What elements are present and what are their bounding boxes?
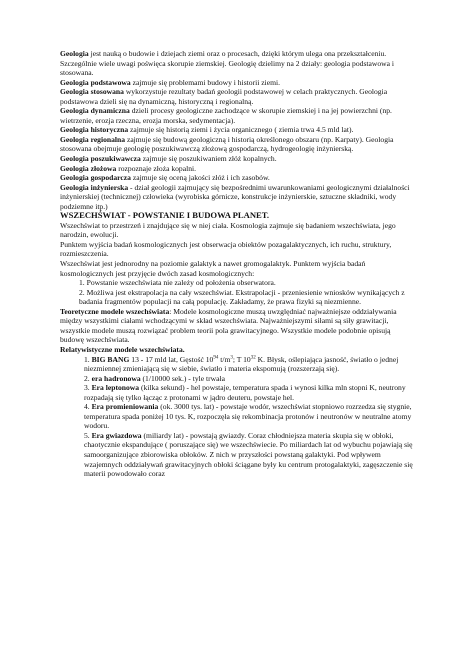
term-era-leptonowa: Era leptonowa <box>91 383 140 393</box>
paragraph-stosowana <box>60 87 414 106</box>
paragraph-wszechswiat-1: Wszechświat to przestrzeń i znajdujące się w niej ciała. Kosmologia zajmuje się badaniem wszechświata, jego narodzin, ewolucji. <box>60 220 396 240</box>
term-inzynierska: Geologia inżynierska <box>60 182 129 192</box>
text-historyczna: zajmuje się historią ziemi i życia organicznego ( ziemia trwa 4.5 mld lat). <box>128 125 354 135</box>
list-number: 4. <box>84 402 90 412</box>
text-dynamiczna: dzieli procesy geologiczne zachodzące w skorupie ziemskiej i na jej powierzchni (np. wietrzenie, erozja rzeczna, erozja morska, sedymentacja). <box>60 106 392 125</box>
list-number: 1. <box>84 354 90 364</box>
paragraph-wszechswiat-3: Wszechświat jest jednorodny na poziomie galaktyk a nawet gromogalaktyk. Punktem wyjścia badań kosmologicznych jest przyjęcie dwóch zasad kosmologicznych: <box>60 259 366 278</box>
text-gospodarcza: zajmuje się oceną jakości złóż i ich zasobów. <box>130 173 270 183</box>
text-stosowana: wykorzystuje rezultaty badań geologii podstawowej w celach praktycznych. Geologia podstawowa dzieli się na dynamiczną, historyczną i regionalną. <box>60 87 388 106</box>
text-etap-1b: t/m <box>218 354 231 364</box>
paragraph-historyczna <box>60 125 414 135</box>
list-item-etap-5 <box>60 431 414 479</box>
term-era-gwiazdowa: Era gwiazdowa <box>91 430 142 440</box>
superscript-3: 3 <box>230 354 233 360</box>
term-teoretyczne: Teoretyczne modele wszechświata <box>60 306 170 316</box>
list-item-zasada-2 <box>60 288 414 307</box>
list-item-zasada-1 <box>60 278 414 288</box>
text-inzynierska: - dział geologii zajmujący się bezpośrednimi uwarunkowaniami geologicznymi działalności inżynierskiej (technicznej) człowieka (wyrobiska górnicze, konstrukcje inżynierskie, sztuczne składniki, wody podziemne itp.) <box>60 182 410 211</box>
text-intro: jest nauką o budowie i dziejach ziemi oraz o procesach, dzięki którym ulega ona przekształceniu. Szczególnie wiele uwagi poświęca skorupie ziemskiej. Geologię dzielimy na 2 działy: geologia podstawowa i stosowana. <box>60 49 395 78</box>
term-zlozowa: Geologia złożowa <box>60 163 117 173</box>
term-poszukiwawcza: Geologia poszukiwawcza <box>60 154 141 164</box>
paragraph-wszechswiat-2: Punktem wyjścia badań kosmologicznych jest obserwacja obiektów pozagalaktycznych, ich ruchu, struktury, rozmieszczenia. <box>60 239 392 259</box>
term-dynamiczna: Geologia dynamiczna <box>60 106 130 116</box>
paragraph-gospodarcza <box>60 173 414 183</box>
list-number: 2. <box>79 287 85 297</box>
term-era-hadronowa: era hadronowa <box>91 373 141 383</box>
text-etap-4: (ok. 3000 tys. lat) - powstaje wodór, wszechświat stopniowo rozrzedza się stygnie, temperatura spada poniżej 10 tys. K, rozpoczęła się rekombinacja protonów i neutronów w neutralne atomy wodoru. <box>84 402 412 431</box>
paragraph-inzynierska <box>60 183 414 212</box>
paragraph-zlozowa <box>60 164 414 174</box>
text-regionalna: zajmuje się budową geologiczną i historią określonego obszaru (np. Karpaty). Geologia stosowana obejmuje geologię poszukiwawczą złożową gospodarczą, hydrogeologię inżynierską. <box>60 134 394 154</box>
text-podstawowa: zajmuje się problemami budowy i historii ziemi. <box>130 77 280 87</box>
list-item-etap-4 <box>60 402 414 431</box>
text-poszukiwawcza: zajmuje się poszukiwaniem złóż kopalnych. <box>140 154 277 164</box>
superscript-32: 32 <box>250 354 256 360</box>
term-stosowana: Geologia stosowana <box>60 87 124 97</box>
paragraph-regionalna <box>60 135 414 154</box>
list-number: 3. <box>84 383 90 393</box>
paragraph-intro <box>60 49 414 78</box>
list-number: 1. <box>79 278 85 288</box>
paragraph-teoretyczne <box>60 307 414 345</box>
heading-relatywistyczne: Relatywistyczne modele wszechświata. <box>60 344 185 354</box>
paragraph-dynamiczna <box>60 106 414 125</box>
paragraph-poszukiwawcza <box>60 154 414 164</box>
text-etap-5: (miliardy lat) - powstają gwiazdy. Coraz chłodniejsza materia skupia się w obłoki, chaotycznie ekspandujące ( poruszające się) we wszechświecie. Po miliardach lat od wybuchu pojawiają się samoorganizujące zbiorowiska obłoków. Z nich w przyszłości powstaną galaktyki. Pod wpływem wzajemnych oddziaływań grawitacyjnych obłoki ściągane były ku centrum protogalaktyki, zagęszczenie się materii powodowało coraz <box>84 430 413 479</box>
list-number: 5. <box>84 430 90 440</box>
text-zlozowa: rozpoznaje złoża kopalni. <box>116 163 197 173</box>
list-item-etap-3 <box>60 383 414 402</box>
superscript-94: 94 <box>213 354 219 360</box>
text-etap-1a: 13 - 17 mld lat, Gęstość 10 <box>129 354 214 364</box>
paragraph-podstawowa <box>60 78 414 88</box>
term-era-promieniowania: Era promieniowania <box>91 402 159 412</box>
term-big-bang: BIG BANG <box>91 354 130 364</box>
term-regionalna: Geologia regionalna <box>60 134 126 144</box>
text-teoretyczne: : Modele kosmologiczne muszą uwzględniać najważniejsze oddziaływania między wszystkimi ciałami wchodzącymi w skład wszechświata. Najważniejszymi siłami są siły grawitacji, wszystkie modele muszą rozwiązać problem teorii pola grawitacyjnego. Wszystkie modele podobnie opisują budowę wszechświata. <box>60 306 397 345</box>
list-text: Możliwa jest ekstrapolacja na cały wszechświat. Ekstrapolacji - przeniesienie wniosków wynikających z badania fragmentów populacji na całą populację. Zakładamy, że prawa fizyki są niezmienne. <box>79 287 405 307</box>
term-geologia: Geologia <box>60 49 89 58</box>
text-etap-1d: K. Błysk, oślepiająca jasność, światło o jednej niezmiennej zmieniającą się w siebie, światło i materia ekspomują (rozszerzają się). <box>84 354 399 374</box>
term-podstawowa: Geologia podstawowa <box>60 77 131 87</box>
list-text: Powstanie wszechświata nie zależy od położenia obserwatora. <box>86 278 276 288</box>
text-etap-3: (kilka sekund) - hel powstaje, temperatura spada i wynosi kilka mln stopni K, neutrony rozpadają się tylko łącząc z protonami w jądro deuteru, powstaje hel. <box>84 383 406 402</box>
text-etap-2: (1/10000 sek.) - tyle trwała <box>140 373 225 383</box>
term-historyczna: Geologia historyczna <box>60 125 129 135</box>
list-item-etap-1 <box>60 355 414 374</box>
list-item-etap-2 <box>60 374 414 384</box>
text-etap-1c: ; T 10 <box>232 354 251 364</box>
term-gospodarcza: Geologia gospodarcza <box>60 173 131 183</box>
list-number: 2. <box>84 373 90 383</box>
section-title: WSZECHŚWIAT - POWSTANIE I BUDOWA PLANET. <box>60 210 269 221</box>
